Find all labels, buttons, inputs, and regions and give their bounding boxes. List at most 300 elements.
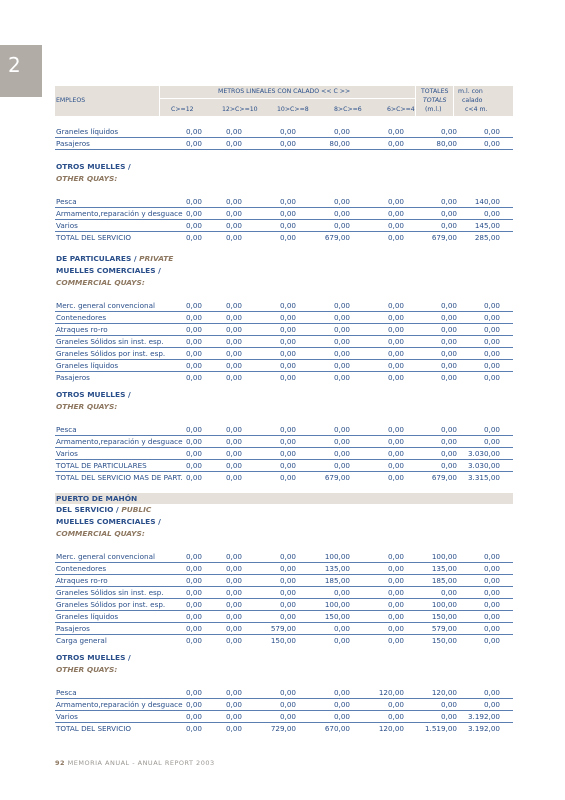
row-value: 0,00: [225, 139, 242, 148]
row-label: Graneles líquidos: [56, 612, 119, 621]
row-value: 0,00: [387, 301, 404, 310]
row-label: Pesca: [56, 197, 77, 206]
section-commercial-quays-2: COMMERCIAL QUAYS:: [56, 529, 145, 538]
row-value: 0,00: [185, 600, 202, 609]
row-value: 0,00: [483, 600, 500, 609]
row-value: 679,00: [431, 233, 457, 242]
row-value: 0,00: [225, 724, 242, 733]
row-value: 0,00: [387, 437, 404, 446]
row-value: 0,00: [225, 564, 242, 573]
row-value: 0,00: [185, 127, 202, 136]
table-row: [55, 551, 513, 563]
row-label: Merc. general convencional: [56, 301, 155, 310]
row-value: 0,00: [185, 473, 202, 482]
header-col-1: C>=12: [171, 106, 194, 113]
row-value: 0,00: [279, 552, 296, 561]
row-value: 0,00: [225, 449, 242, 458]
row-value: 0,00: [225, 437, 242, 446]
row-label: Armamento,reparación y desguace: [56, 700, 183, 709]
table-header: [55, 86, 513, 116]
row-value: 0,00: [387, 349, 404, 358]
row-value: 0,00: [185, 688, 202, 697]
row-label: Graneles Sólidos sin inst. esp.: [56, 337, 164, 346]
table-row: [55, 372, 513, 384]
row-value: 0,00: [387, 461, 404, 470]
section-particulares: DE PARTICULARES / PRIVATE: [56, 254, 174, 263]
row-value: 3.030,00: [467, 449, 500, 458]
table-row: [55, 424, 513, 436]
row-value: 285,00: [474, 233, 500, 242]
row-value: 0,00: [185, 576, 202, 585]
table-row: [55, 336, 513, 348]
row-value: 0,00: [225, 612, 242, 621]
row-label: Graneles líquidos: [56, 127, 119, 136]
row-value: 0,00: [333, 337, 350, 346]
row-value: 0,00: [333, 349, 350, 358]
row-value: 100,00: [431, 600, 457, 609]
row-value: 1.519,00: [424, 724, 457, 733]
row-value: 0,00: [440, 127, 457, 136]
row-value: 0,00: [225, 349, 242, 358]
row-value: 0,00: [185, 373, 202, 382]
row-value: 0,00: [225, 425, 242, 434]
row-value: 0,00: [440, 337, 457, 346]
row-value: 0,00: [225, 337, 242, 346]
row-value: 0,00: [225, 473, 242, 482]
row-value: 0,00: [387, 712, 404, 721]
row-value: 0,00: [333, 325, 350, 334]
row-value: 0,00: [185, 636, 202, 645]
row-value: 100,00: [324, 600, 350, 609]
row-value: 0,00: [279, 449, 296, 458]
row-value: 0,00: [333, 425, 350, 434]
row-value: 0,00: [387, 373, 404, 382]
row-value: 140,00: [474, 197, 500, 206]
table-row: [55, 563, 513, 575]
row-value: 0,00: [387, 325, 404, 334]
row-value: 0,00: [279, 588, 296, 597]
row-value: 0,00: [185, 564, 202, 573]
table-row: [55, 232, 513, 244]
row-value: 0,00: [333, 209, 350, 218]
row-value: 0,00: [387, 564, 404, 573]
row-label: Armamento,reparación y desguace: [56, 209, 183, 218]
row-value: 0,00: [387, 612, 404, 621]
row-value: 0,00: [387, 700, 404, 709]
row-value: 0,00: [387, 221, 404, 230]
footer-text: MEMORIA ANUAL - ANUAL REPORT 2003: [67, 759, 215, 767]
section-other-quays-3: OTHER QUAYS:: [56, 665, 118, 674]
row-value: 0,00: [225, 325, 242, 334]
header-metros: METROS LINEALES CON CALADO << C >>: [218, 88, 351, 95]
row-value: 579,00: [270, 624, 296, 633]
table-row: [55, 575, 513, 587]
row-value: 120,00: [431, 688, 457, 697]
row-value: 0,00: [279, 612, 296, 621]
row-value: 3.192,00: [467, 724, 500, 733]
row-value: 135,00: [324, 564, 350, 573]
row-label: Armamento,reparación y desguace: [56, 437, 183, 446]
row-label: TOTAL DEL SERVICIO: [56, 724, 131, 733]
row-value: 0,00: [387, 197, 404, 206]
table-row: [55, 472, 513, 484]
row-value: 120,00: [378, 688, 404, 697]
row-value: 0,00: [333, 127, 350, 136]
row-value: 150,00: [270, 636, 296, 645]
table-row: [55, 196, 513, 208]
row-label: Graneles Sólidos sin inst. esp.: [56, 588, 164, 597]
row-value: 80,00: [436, 139, 457, 148]
header-empleos: EMPLEOS: [56, 97, 86, 104]
table-row: [55, 138, 513, 150]
row-value: 0,00: [483, 209, 500, 218]
row-value: 0,00: [483, 313, 500, 322]
row-label: Contenedores: [56, 564, 107, 573]
header-col-3: 10>C>=8: [277, 106, 309, 113]
row-value: 729,00: [270, 724, 296, 733]
section-other-quays-2: OTHER QUAYS:: [56, 402, 118, 411]
row-value: 0,00: [185, 313, 202, 322]
table-row: [55, 220, 513, 232]
row-value: 0,00: [225, 588, 242, 597]
row-value: 0,00: [440, 221, 457, 230]
row-value: 3.192,00: [467, 712, 500, 721]
row-value: 0,00: [440, 373, 457, 382]
section-muelles-comerciales-1: MUELLES COMERCIALES /: [56, 266, 161, 275]
row-value: 0,00: [483, 636, 500, 645]
table-row: [55, 208, 513, 220]
row-value: 0,00: [279, 437, 296, 446]
port-band: [55, 493, 513, 504]
row-label: Varios: [56, 221, 78, 230]
row-value: 0,00: [279, 197, 296, 206]
row-value: 0,00: [185, 700, 202, 709]
row-value: 0,00: [387, 588, 404, 597]
row-value: 0,00: [483, 349, 500, 358]
header-mlcon-1: m.l. con: [458, 88, 483, 95]
row-value: 0,00: [225, 233, 242, 242]
section-del-servicio: DEL SERVICIO / PUBLIC: [56, 505, 152, 514]
table-row: [55, 723, 513, 735]
row-value: 150,00: [431, 636, 457, 645]
row-value: 0,00: [279, 127, 296, 136]
row-value: 0,00: [387, 449, 404, 458]
row-value: 0,00: [185, 461, 202, 470]
row-value: 0,00: [185, 139, 202, 148]
row-value: 0,00: [185, 349, 202, 358]
row-value: 0,00: [185, 449, 202, 458]
row-value: 0,00: [440, 301, 457, 310]
row-value: 0,00: [440, 449, 457, 458]
row-value: 0,00: [440, 425, 457, 434]
row-value: 135,00: [431, 564, 457, 573]
page-number: 92: [55, 759, 66, 767]
section-muelles-comerciales-2: MUELLES COMERCIALES /: [56, 517, 161, 526]
row-value: 0,00: [279, 337, 296, 346]
row-value: 0,00: [387, 425, 404, 434]
row-value: 0,00: [225, 624, 242, 633]
row-value: 0,00: [483, 624, 500, 633]
table-row: [55, 360, 513, 372]
row-value: 0,00: [185, 361, 202, 370]
row-value: 0,00: [279, 576, 296, 585]
row-value: 0,00: [387, 361, 404, 370]
row-value: 0,00: [279, 564, 296, 573]
row-label: Contenedores: [56, 313, 107, 322]
row-value: 0,00: [225, 552, 242, 561]
table-row: [55, 699, 513, 711]
table-row: [55, 587, 513, 599]
row-value: 0,00: [387, 139, 404, 148]
header-totales: TOTALES: [421, 88, 449, 95]
row-value: 0,00: [185, 624, 202, 633]
row-value: 0,00: [483, 425, 500, 434]
row-label: Graneles Sólidos por inst. esp.: [56, 600, 166, 609]
row-value: 0,00: [387, 624, 404, 633]
row-value: 0,00: [387, 337, 404, 346]
table-row: [55, 348, 513, 360]
row-value: 0,00: [387, 233, 404, 242]
row-value: 0,00: [483, 337, 500, 346]
row-value: 0,00: [483, 301, 500, 310]
row-value: 0,00: [279, 301, 296, 310]
row-value: 0,00: [440, 325, 457, 334]
row-value: 0,00: [185, 425, 202, 434]
row-value: 0,00: [440, 461, 457, 470]
row-value: 0,00: [387, 127, 404, 136]
row-value: 0,00: [279, 461, 296, 470]
row-value: 0,00: [279, 688, 296, 697]
row-label: Pesca: [56, 688, 77, 697]
table-row: [55, 460, 513, 472]
table-row: [55, 324, 513, 336]
row-value: 0,00: [483, 700, 500, 709]
row-value: 0,00: [185, 612, 202, 621]
row-value: 0,00: [279, 700, 296, 709]
row-value: 579,00: [431, 624, 457, 633]
row-value: 0,00: [185, 325, 202, 334]
row-label: TOTAL DE PARTICULARES: [56, 461, 147, 470]
row-label: Graneles Sólidos por inst. esp.: [56, 349, 166, 358]
row-value: 0,00: [333, 688, 350, 697]
row-value: 0,00: [483, 139, 500, 148]
row-value: 0,00: [225, 209, 242, 218]
row-label: Graneles líquidos: [56, 361, 119, 370]
header-col-5: 6>C>=4: [387, 106, 415, 113]
row-value: 0,00: [440, 209, 457, 218]
row-value: 0,00: [483, 127, 500, 136]
table-row: [55, 635, 513, 647]
table-row: [55, 126, 513, 138]
row-label: Merc. general convencional: [56, 552, 155, 561]
header-ml: (m.l.): [425, 106, 442, 113]
row-value: 0,00: [279, 221, 296, 230]
row-value: 0,00: [387, 552, 404, 561]
row-value: 0,00: [279, 209, 296, 218]
table-row: [55, 611, 513, 623]
row-value: 0,00: [225, 636, 242, 645]
row-value: 0,00: [225, 373, 242, 382]
chapter-number: 2: [8, 53, 21, 77]
row-value: 0,00: [225, 313, 242, 322]
row-value: 0,00: [225, 461, 242, 470]
row-value: 0,00: [279, 600, 296, 609]
row-value: 0,00: [440, 700, 457, 709]
row-value: 0,00: [440, 349, 457, 358]
section-otros-muelles-2: OTROS MUELLES /: [56, 390, 131, 399]
header-col-2: 12>C>=10: [222, 106, 258, 113]
row-value: 185,00: [324, 576, 350, 585]
row-value: 0,00: [185, 221, 202, 230]
row-value: 0,00: [225, 600, 242, 609]
row-value: 0,00: [483, 688, 500, 697]
row-value: 0,00: [387, 313, 404, 322]
table-row: [55, 623, 513, 635]
row-value: 0,00: [483, 437, 500, 446]
row-value: 0,00: [279, 473, 296, 482]
row-label: Pesca: [56, 425, 77, 434]
row-value: 0,00: [333, 712, 350, 721]
row-value: 0,00: [387, 600, 404, 609]
row-value: 0,00: [483, 373, 500, 382]
header-totals: TOTALS: [423, 97, 447, 104]
row-value: 0,00: [387, 473, 404, 482]
row-label: TOTAL DEL SERVICIO: [56, 233, 131, 242]
row-value: 0,00: [483, 552, 500, 561]
row-value: 0,00: [279, 349, 296, 358]
row-value: 100,00: [324, 552, 350, 561]
row-value: 0,00: [185, 337, 202, 346]
row-value: 0,00: [440, 712, 457, 721]
row-value: 0,00: [185, 552, 202, 561]
row-value: 3.030,00: [467, 461, 500, 470]
row-value: 0,00: [225, 361, 242, 370]
row-value: 0,00: [279, 139, 296, 148]
row-value: 0,00: [225, 576, 242, 585]
row-value: 0,00: [440, 313, 457, 322]
row-value: 0,00: [225, 712, 242, 721]
row-value: 0,00: [333, 197, 350, 206]
row-value: 0,00: [279, 712, 296, 721]
row-value: 0,00: [279, 325, 296, 334]
row-label: Pasajeros: [56, 139, 90, 148]
row-value: 0,00: [225, 301, 242, 310]
row-value: 0,00: [279, 313, 296, 322]
row-value: 0,00: [279, 361, 296, 370]
row-value: 150,00: [431, 612, 457, 621]
row-value: 0,00: [440, 197, 457, 206]
row-value: 0,00: [225, 700, 242, 709]
row-value: 0,00: [225, 221, 242, 230]
row-value: 0,00: [333, 449, 350, 458]
row-value: 0,00: [333, 636, 350, 645]
chapter-tab: [0, 45, 42, 97]
row-value: 0,00: [387, 576, 404, 585]
row-value: 0,00: [279, 233, 296, 242]
row-label: Varios: [56, 712, 78, 721]
row-value: 0,00: [279, 373, 296, 382]
row-value: 0,00: [333, 373, 350, 382]
row-label: Carga general: [56, 636, 107, 645]
row-value: 0,00: [333, 461, 350, 470]
table-row: [55, 687, 513, 699]
row-value: 0,00: [333, 588, 350, 597]
section-otros-muelles-3: OTROS MUELLES /: [56, 653, 131, 662]
row-value: 0,00: [387, 209, 404, 218]
row-value: 0,00: [333, 313, 350, 322]
page-footer: [55, 759, 215, 767]
header-col-4: 8>C>=6: [334, 106, 362, 113]
row-value: 100,00: [431, 552, 457, 561]
port-name: PUERTO DE MAHÓN: [56, 494, 138, 503]
table-row: [55, 312, 513, 324]
row-value: 0,00: [387, 636, 404, 645]
table-row: [55, 436, 513, 448]
row-value: 0,00: [185, 233, 202, 242]
row-value: 0,00: [333, 700, 350, 709]
row-value: 0,00: [333, 361, 350, 370]
row-label: Atraques ro-ro: [56, 325, 108, 334]
row-value: 0,00: [333, 301, 350, 310]
row-value: 3.315,00: [467, 473, 500, 482]
row-label: Varios: [56, 449, 78, 458]
row-value: 0,00: [185, 197, 202, 206]
row-value: 0,00: [185, 437, 202, 446]
row-label: Atraques ro-ro: [56, 576, 108, 585]
row-value: 0,00: [333, 221, 350, 230]
table-row: [55, 711, 513, 723]
row-label: TOTAL DEL SERVICIO MAS DE PART.: [56, 473, 183, 482]
row-value: 0,00: [483, 361, 500, 370]
row-value: 0,00: [225, 197, 242, 206]
header-mlcon-3: c<4 m.: [465, 106, 488, 113]
row-value: 0,00: [333, 437, 350, 446]
row-value: 0,00: [483, 576, 500, 585]
row-value: 0,00: [483, 325, 500, 334]
row-label: Pasajeros: [56, 624, 90, 633]
row-value: 0,00: [225, 688, 242, 697]
section-otros-muelles-1: OTROS MUELLES /: [56, 162, 131, 171]
header-mlcon-2: calado: [462, 97, 483, 104]
table-row: [55, 300, 513, 312]
row-value: 0,00: [483, 588, 500, 597]
row-value: 0,00: [185, 301, 202, 310]
row-value: 145,00: [474, 221, 500, 230]
row-value: 679,00: [324, 473, 350, 482]
row-value: 0,00: [483, 612, 500, 621]
row-value: 679,00: [324, 233, 350, 242]
row-value: 120,00: [378, 724, 404, 733]
row-value: 0,00: [440, 437, 457, 446]
row-label: Pasajeros: [56, 373, 90, 382]
row-value: 185,00: [431, 576, 457, 585]
row-value: 150,00: [324, 612, 350, 621]
row-value: 0,00: [185, 209, 202, 218]
row-value: 0,00: [185, 712, 202, 721]
table-row: [55, 599, 513, 611]
row-value: 0,00: [185, 588, 202, 597]
row-value: 0,00: [333, 624, 350, 633]
section-commercial-quays-1: COMMERCIAL QUAYS:: [56, 278, 145, 287]
row-value: 670,00: [324, 724, 350, 733]
row-value: 0,00: [483, 564, 500, 573]
row-value: 0,00: [440, 361, 457, 370]
row-value: 80,00: [329, 139, 350, 148]
section-other-quays-1: OTHER QUAYS:: [56, 174, 118, 183]
row-value: 679,00: [431, 473, 457, 482]
row-value: 0,00: [225, 127, 242, 136]
row-value: 0,00: [279, 425, 296, 434]
